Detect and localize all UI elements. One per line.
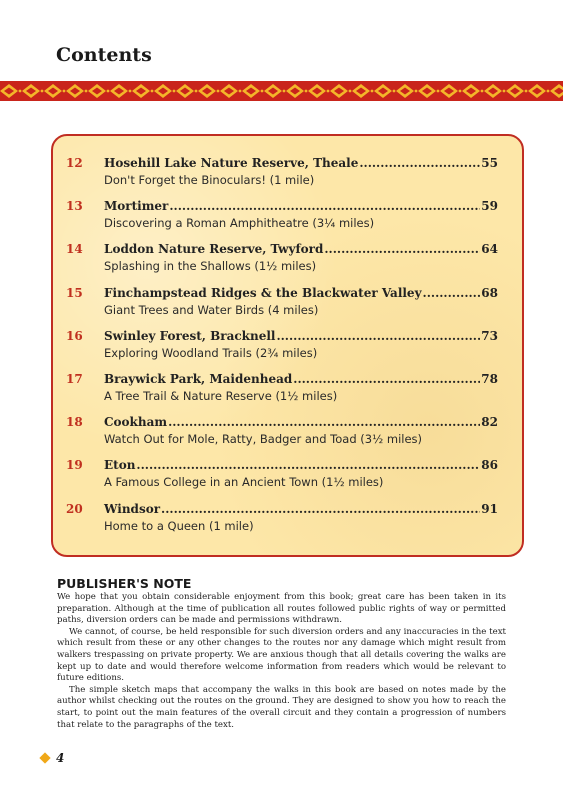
toc-entry — [53, 240, 522, 283]
toc-entry-heading — [104, 329, 498, 343]
toc-entry — [53, 327, 522, 370]
toc-leader-dots — [423, 286, 481, 300]
border-dot — [525, 90, 528, 93]
border-dot — [173, 90, 176, 93]
toc-entry-title: Finchampstead Ridges & the Blackwater Valley — [104, 285, 422, 300]
toc-leader-dots — [324, 242, 480, 256]
toc-entry-heading — [104, 458, 498, 472]
border-dot — [63, 90, 66, 93]
border-dot — [547, 90, 550, 93]
border-dot — [503, 90, 506, 93]
border-dot — [19, 90, 22, 93]
publisher-note-heading: PUBLISHER'S NOTE — [57, 576, 192, 591]
toc-entry-subtitle: Watch Out for Mole, Ratty, Badger and Toad (3½ miles) — [104, 432, 423, 447]
toc-entry-title: Hosehill Lake Nature Reserve, Theale — [104, 156, 359, 170]
border-dot — [305, 90, 308, 93]
toc-entry-title: Braywick Park, Maidenhead — [104, 371, 293, 386]
toc-entry-title: Eton — [104, 458, 136, 473]
toc-entry-subtitle: A Famous College in an Ancient Town (1½ miles) — [104, 475, 384, 490]
toc-entry — [53, 500, 522, 543]
border-dot — [393, 90, 396, 93]
toc-entry-number: 16 — [66, 328, 83, 343]
toc-entry-page: 55 — [481, 156, 498, 170]
toc-entry-number: 18 — [66, 415, 83, 430]
toc-entry-heading — [104, 372, 498, 386]
toc-entry-subtitle: Don't Forget the Binoculars! (1 mile) — [104, 173, 315, 187]
toc-entry-heading — [104, 502, 498, 516]
toc-entry-number: 13 — [66, 199, 83, 214]
toc-entry-subtitle: Splashing in the Shallows (1½ miles) — [104, 259, 317, 274]
border-dot — [41, 90, 44, 93]
toc-entry-subtitle: Giant Trees and Water Birds (4 miles) — [104, 302, 319, 317]
toc-entry-page: 82 — [481, 415, 498, 430]
border-dot — [261, 90, 264, 93]
publisher-note-paragraph: The simple sketch maps that accompany the walks in this book are based on notes made by the author whilst checking out the routes on the ground. They are designed to show you how to reach the start, to point out the main features of the overall circuit and they contain a progression of numbers that relate to the paragraphs of the text. — [57, 684, 506, 730]
toc-entry-number: 14 — [66, 242, 83, 257]
toc-entry-number: 15 — [66, 285, 83, 300]
toc-entry-heading — [104, 156, 498, 170]
toc-leader-dots — [136, 458, 480, 472]
toc-entry — [53, 370, 522, 413]
toc-entry-title: Loddon Nature Reserve, Twyford — [104, 242, 324, 257]
toc-entry-heading — [104, 415, 498, 429]
toc-entry-page: 86 — [481, 458, 498, 473]
toc-entry-page: 78 — [481, 371, 498, 386]
contents-list — [53, 154, 522, 543]
border-dot — [85, 90, 88, 93]
toc-entry-title: Windsor — [104, 501, 161, 516]
toc-entry-title: Swinley Forest, Bracknell — [104, 328, 276, 343]
diamond-border-pattern — [0, 81, 563, 101]
toc-entry-number: 17 — [66, 371, 83, 386]
toc-entry-heading — [104, 199, 498, 213]
toc-entry-page: 64 — [481, 242, 498, 257]
border-dot — [107, 90, 110, 93]
toc-entry-subtitle: Home to a Queen (1 mile) — [104, 518, 254, 533]
contents-box — [51, 134, 524, 557]
toc-entry-page: 91 — [481, 501, 498, 516]
toc-leader-dots — [276, 329, 480, 343]
border-dot — [415, 90, 418, 93]
border-dot — [371, 90, 374, 93]
toc-entry-page: 59 — [481, 199, 498, 214]
toc-entry-heading — [104, 286, 498, 300]
toc-entry-subtitle: Exploring Woodland Trails (2¾ miles) — [104, 345, 318, 360]
decorative-border — [0, 81, 563, 101]
toc-entry-page: 68 — [481, 285, 498, 300]
toc-entry — [53, 284, 522, 327]
publisher-note-paragraph: We cannot, of course, be held responsible for such diversion orders and any inaccuracies in the text which result from these or any other changes to the routes nor any damage which might result from walkers trespassing on private property. We are anxious though that all details covering the walks are kept up to date and would therefore welcome information from readers which would be relevant to future editions. — [57, 626, 506, 684]
border-dot — [151, 90, 154, 93]
border-dot — [349, 90, 352, 93]
border-dot — [283, 90, 286, 93]
border-dot — [129, 90, 132, 93]
toc-leader-dots — [359, 156, 480, 170]
toc-entry-page: 73 — [481, 328, 498, 343]
toc-entry — [53, 413, 522, 456]
toc-leader-dots — [161, 502, 480, 516]
toc-entry — [53, 456, 522, 499]
border-dot — [459, 90, 462, 93]
publisher-note-paragraph: We hope that you obtain considerable enjoyment from this book; great care has been taken in its preparation. Although at the time of publication all routes followed public rights of way or permitted paths, diversion orders can be made and permissions withdrawn. — [57, 592, 506, 626]
toc-entry-number: 20 — [66, 501, 83, 516]
page-title: Contents — [56, 44, 152, 66]
toc-leader-dots — [293, 372, 480, 386]
border-dot — [239, 90, 242, 93]
toc-entry — [53, 154, 522, 197]
border-dot — [327, 90, 330, 93]
page-number: 4 — [56, 751, 65, 765]
border-dot — [481, 90, 484, 93]
border-dot — [437, 90, 440, 93]
page-footer — [41, 751, 64, 765]
toc-leader-dots — [169, 199, 480, 213]
border-dot — [217, 90, 220, 93]
diamond-icon — [39, 752, 50, 763]
toc-entry-number: 12 — [66, 156, 83, 170]
toc-entry-subtitle: Discovering a Roman Amphitheatre (3¼ miles) — [104, 216, 375, 231]
toc-entry-number: 19 — [66, 458, 83, 473]
toc-entry-title: Cookham — [104, 415, 168, 430]
publisher-note-body — [57, 592, 506, 731]
toc-entry-title: Mortimer — [104, 199, 169, 214]
toc-entry — [53, 197, 522, 240]
toc-entry-heading — [104, 242, 498, 256]
toc-leader-dots — [168, 415, 480, 429]
toc-entry-subtitle: A Tree Trail & Nature Reserve (1½ miles) — [104, 388, 338, 403]
border-dot — [195, 90, 198, 93]
